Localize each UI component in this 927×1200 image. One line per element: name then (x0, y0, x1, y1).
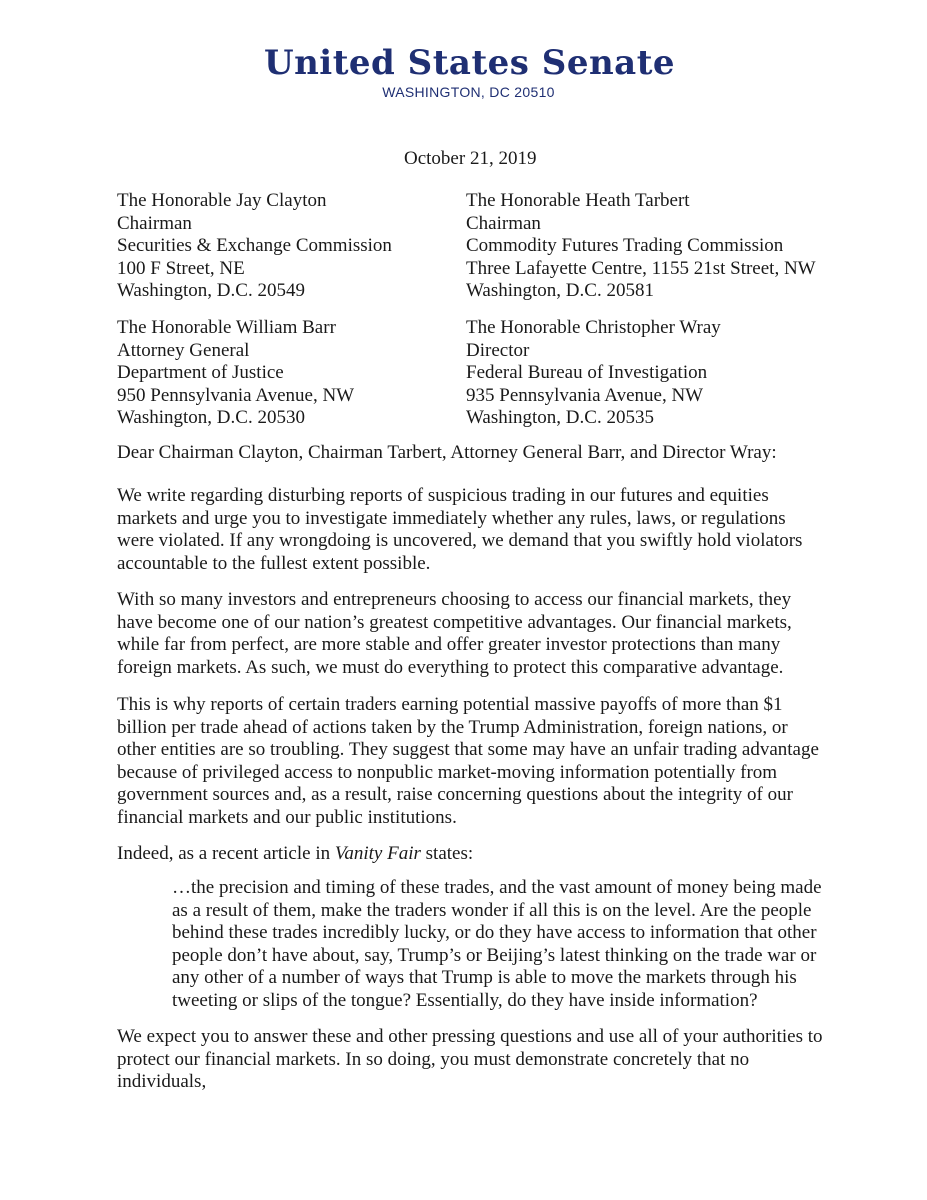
letterhead (0, 44, 927, 100)
senate-address: WASHINGTON, DC 20510 (382, 84, 555, 100)
quote-intro: Indeed, as a recent article in Vanity Fair states: (117, 843, 474, 864)
recipient-wray: The Honorable Christopher Wray Director Federal Bureau of Investigation 935 Pennsylvania Avenue, NW Washington, D.C. 20535 (466, 317, 721, 428)
letter-date: October 21, 2019 (404, 148, 537, 169)
paragraph-3: This is why reports of certain traders earning potential massive payoffs of more than $1 billion per trade ahead of actions taken by the Trump Administration, foreign nations, or other entities are so troubling. They suggest that some may have an unfair trading advantage because of privileged access to nonpublic market-moving information potentially from government sources and, as a result, raise concerning questions about the integrity of our financial markets and our public institutions. (117, 694, 819, 828)
recipient-tarbert: The Honorable Heath Tarbert Chairman Commodity Futures Trading Commission Three Lafayette Centre, 1155 21st Street, NW Washington, D.C. 20581 (466, 190, 816, 301)
closing-paragraph: We expect you to answer these and other pressing questions and use all of your authorities to protect our financial markets. In so doing, you must demonstrate concretely that no individuals, (117, 1026, 823, 1092)
block-quote: …the precision and timing of these trades, and the vast amount of money being made as a result of them, make the traders wonder if all this is on the level. Are the people behind these trades incredibly lucky, or do they have access to information that other people don’t have about, say, Trump’s or Beijing’s latest thinking on the trade war or any other of a number of ways that Trump is able to move the markets through his tweeting or slips of the tongue? Essentially, do they have inside information? (172, 877, 822, 1011)
paragraph-1: We write regarding disturbing reports of suspicious trading in our futures and equities markets and urge you to investigate immediately whether any rules, laws, or regulations were violated. If any wrongdoing is uncovered, we demand that you swiftly hold violators accountable to the fullest extent possible. (117, 485, 803, 574)
recipient-clayton: The Honorable Jay Clayton Chairman Securities & Exchange Commission 100 F Street, NE Washington, D.C. 20549 (117, 190, 392, 301)
publication-name: Vanity Fair (334, 843, 421, 864)
salutation: Dear Chairman Clayton, Chairman Tarbert, Attorney General Barr, and Director Wray: (117, 442, 777, 463)
paragraph-2: With so many investors and entrepreneurs choosing to access our financial markets, they have become one of our nation’s greatest competitive advantages. Our financial markets, while far from perfect, are more stable and offer greater investor protections than many foreign markets. As such, we must do everything to protect this comparative advantage. (117, 589, 792, 678)
senate-title: United States Senate (263, 43, 676, 83)
recipient-barr: The Honorable William Barr Attorney General Department of Justice 950 Pennsylvania Avenue, NW Washington, D.C. 20530 (117, 317, 355, 428)
